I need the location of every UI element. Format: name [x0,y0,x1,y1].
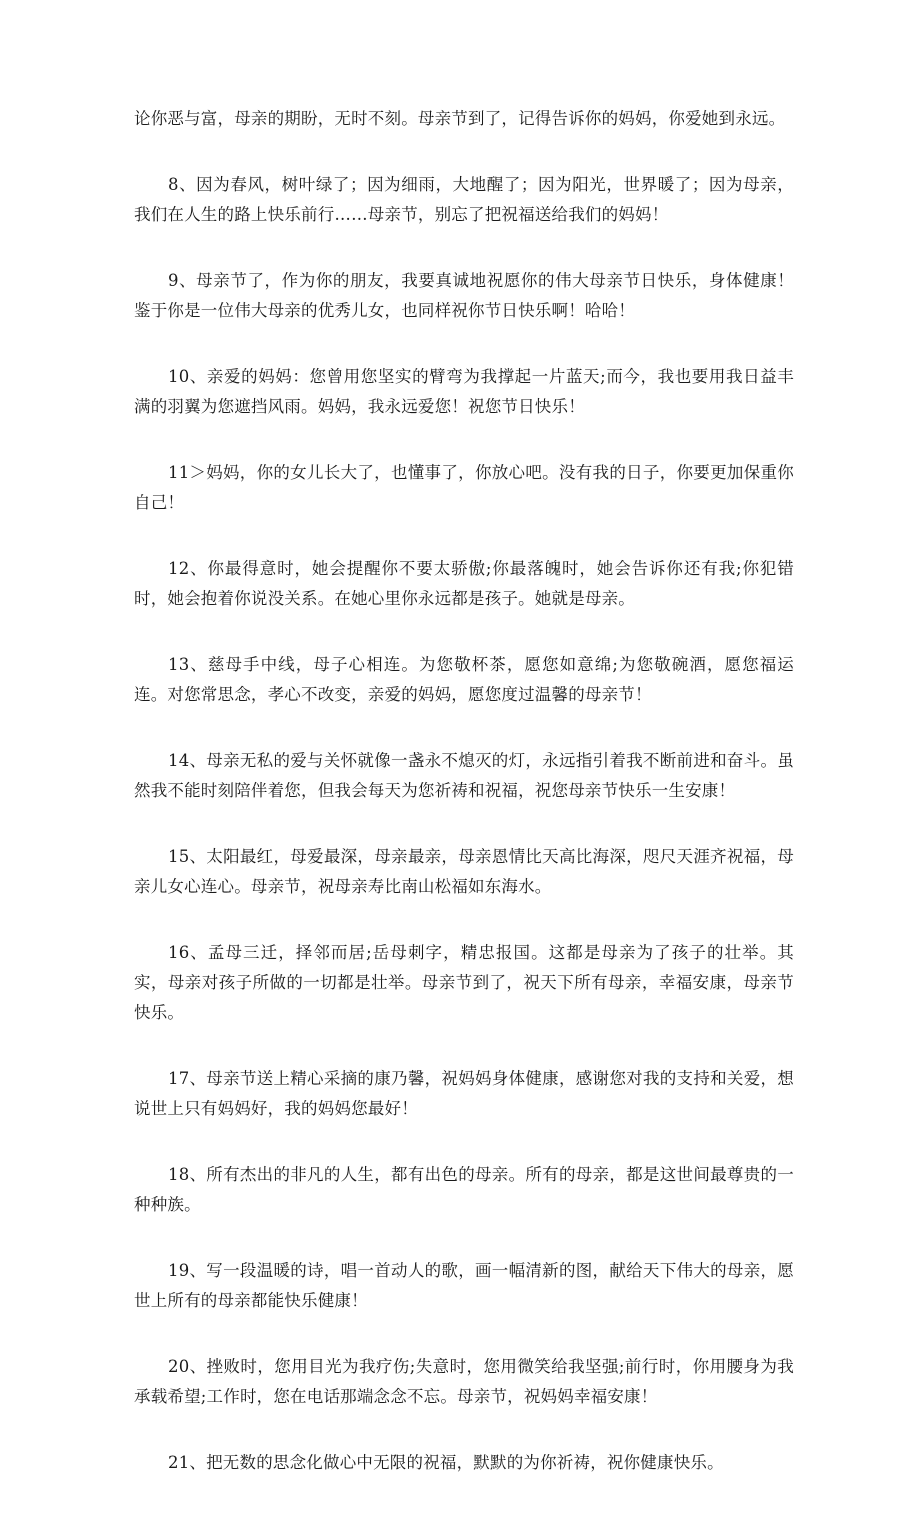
paragraph-13: 13、慈母手中线，母子心相连。为您敬杯茶，愿您如意绵;为您敬碗酒，愿您福运连。对您常思念，孝心不改变，亲爱的妈妈，愿您度过温馨的母亲节！ [134,655,794,704]
paragraph-21: 21、把无数的思念化做心中无限的祝福，默默的为你祈祷，祝你健康快乐。 [168,1453,724,1472]
paragraph-8: 8、因为春风，树叶绿了；因为细雨，大地醒了；因为阳光，世界暖了；因为母亲，我们在人生的路上快乐前行……母亲节，别忘了把祝福送给我们的妈妈！ [134,175,794,224]
paragraph-continued: 论你恶与富，母亲的期盼，无时不刻。母亲节到了，记得告诉你的妈妈，你爱她到永远。 [134,109,786,128]
paragraph-12: 12、你最得意时，她会提醒你不要太骄傲;你最落魄时，她会告诉你还有我;你犯错时，她会抱着你说没关系。在她心里你永远都是孩子。她就是母亲。 [134,559,794,608]
paragraph-18: 18、所有杰出的非凡的人生，都有出色的母亲。所有的母亲，都是这世间最尊贵的一种种族。 [134,1165,794,1214]
paragraph-10: 10、亲爱的妈妈：您曾用您坚实的臂弯为我撑起一片蓝天;而今，我也要用我日益丰满的羽翼为您遮挡风雨。妈妈，我永远爱您！祝您节日快乐！ [134,367,794,416]
document-body [134,104,794,1514]
paragraph-17: 17、母亲节送上精心采摘的康乃馨，祝妈妈身体健康，感谢您对我的支持和关爱，想说世上只有妈妈好，我的妈妈您最好！ [134,1069,794,1118]
paragraph-15: 15、太阳最红，母爱最深，母亲最亲，母亲恩情比天高比海深，咫尺天涯齐祝福，母亲儿女心连心。母亲节，祝母亲寿比南山松福如东海水。 [134,847,794,896]
paragraph-20: 20、挫败时，您用目光为我疗伤;失意时，您用微笑给我坚强;前行时，你用腰身为我承载希望;工作时，您在电话那端念念不忘。母亲节，祝妈妈幸福安康！ [134,1357,794,1406]
paragraph-9: 9、母亲节了，作为你的朋友，我要真诚地祝愿你的伟大母亲节日快乐，身体健康！鉴于你是一位伟大母亲的优秀儿女，也同样祝你节日快乐啊！哈哈！ [134,271,794,320]
paragraph-14: 14、母亲无私的爱与关怀就像一盏永不熄灭的灯，永远指引着我不断前进和奋斗。虽然我不能时刻陪伴着您，但我会每天为您祈祷和祝福，祝您母亲节快乐一生安康！ [134,751,794,800]
paragraph-16: 16、孟母三迁，择邻而居;岳母刺字，精忠报国。这都是母亲为了孩子的壮举。其实，母亲对孩子所做的一切都是壮举。母亲节到了，祝天下所有母亲，幸福安康，母亲节快乐。 [134,943,794,1022]
paragraph-19: 19、写一段温暖的诗，唱一首动人的歌，画一幅清新的图，献给天下伟大的母亲，愿世上所有的母亲都能快乐健康！ [134,1261,794,1310]
paragraph-11: 11＞妈妈，你的女儿长大了，也懂事了，你放心吧。没有我的日子，你要更加保重你自己！ [134,463,794,512]
